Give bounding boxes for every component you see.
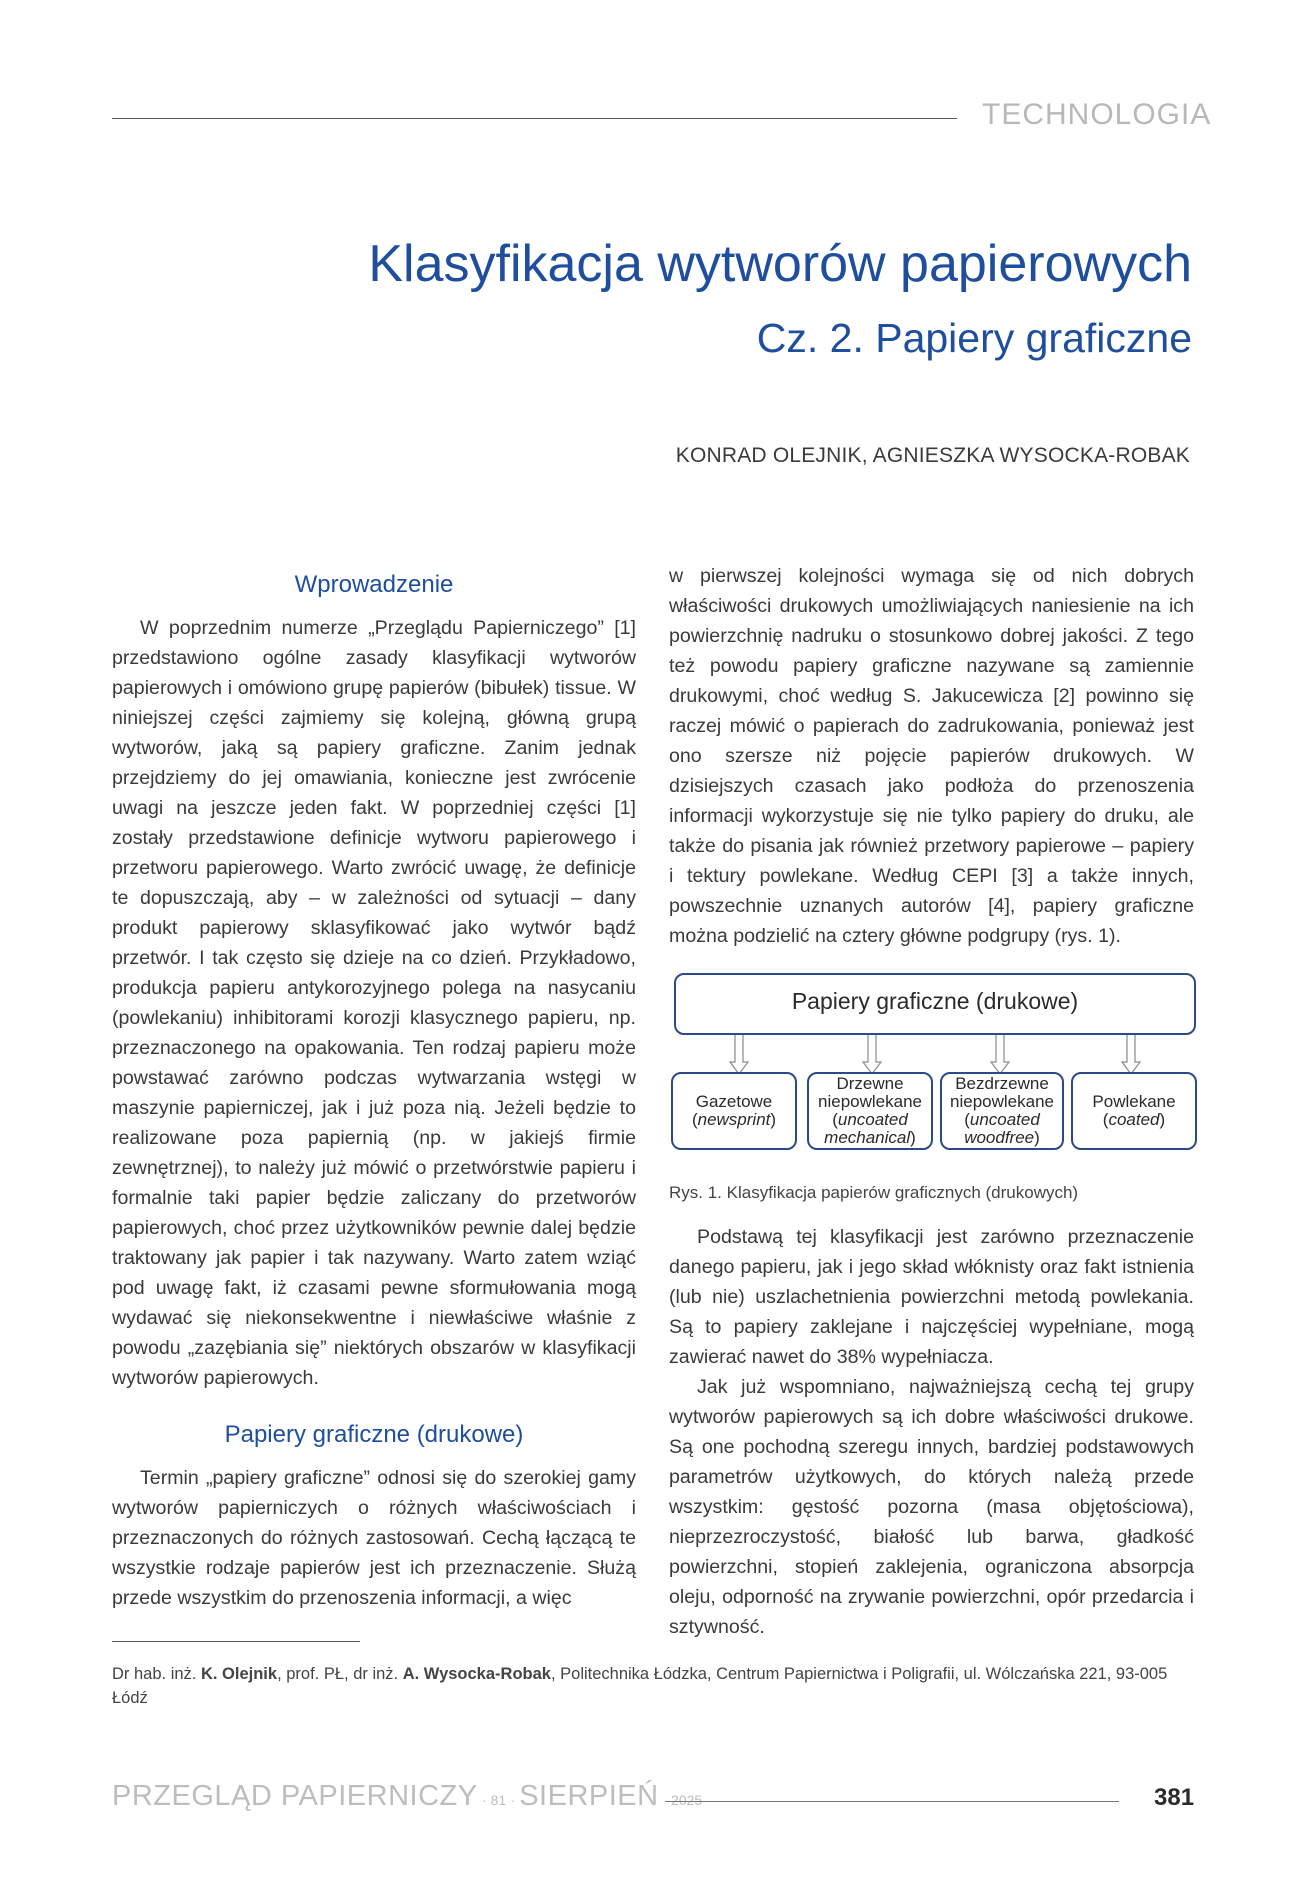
diagram-root-label: Papiery graficzne (drukowe) [791, 988, 1079, 1014]
journal-volume: 81 [490, 1792, 507, 1808]
article-title: Klasyfikacja wytworów papierowych [368, 235, 1192, 293]
section-label: TECHNOLOGIA [982, 98, 1212, 131]
arrow-down-icon [991, 1033, 1009, 1074]
diagram-box-newsprint [671, 1072, 797, 1150]
box-label-en: (uncoated mechanical) [824, 1110, 916, 1147]
footnote-rule [112, 1641, 360, 1642]
separator-dot: · [510, 1792, 520, 1808]
right-paragraph-1: w pierwszej kolejności wymaga się od nich dobrych właściwości drukowych umożliwiających naniesienie na ich powierzchnię nadruku o stosunkowo dobrej jakości. Z tego też powodu papiery graficzne nazywane są zamiennie drukowymi, choć według S. Jakucewicza [2] powinno się raczej mówić o papierach do zadrukowania, ponieważ jest ono szersze niż pojęcie papierów drukowych. W dzisiejszych czasach jako podłoża do przenoszenia informacji wykorzystuje się nie tylko papiery do druku, ale także do pisania jak również przetwory papierowe – papiery i tektury powlekane. Według CEPI [3] a także innych, powszechnie uznanych autorów [4], papiery graficzne można podzielić na cztery główne podgrupy (rys. 1). [669, 565, 1194, 947]
header-rule [112, 118, 957, 119]
box-label-pl: Powlekane [1092, 1092, 1176, 1111]
diagram-box-uncoated-mechanical [807, 1072, 933, 1150]
diagram-box-uncoated-woodfree [940, 1072, 1064, 1150]
right-column-top [669, 561, 1194, 951]
separator-dot: · [482, 1792, 491, 1808]
left-column [112, 570, 636, 1613]
box-label-en: (uncoated woodfree) [964, 1110, 1040, 1147]
author-name-1: K. Olejnik [200, 1665, 278, 1683]
classification-diagram [669, 970, 1199, 1170]
page-number: 381 [1154, 1784, 1195, 1811]
arrow-down-icon [1122, 1033, 1140, 1074]
graphic-paragraph: Termin „papiery graficzne” odnosi się do szerokiej gamy wytworów papierniczych o różnych właściwościach i przeznaczonych do różnych zastosowań. Cechą łączącą te wszystkie rodzaje papierów jest ich przeznaczenie. Służą przede wszystkim do przenoszenia informacji, a więc [112, 1467, 636, 1609]
box-label-en: (coated) [1102, 1110, 1166, 1129]
section-heading-graphic: Papiery graficzne (drukowe) [224, 1421, 524, 1448]
box-label-en: (newsprint) [691, 1110, 777, 1129]
article-authors: KONRAD OLEJNIK, AGNIESZKA WYSOCKA-ROBAK [675, 444, 1190, 467]
article-subtitle: Cz. 2. Papiery graficzne [756, 315, 1192, 361]
box-label-pl: Drzewne niepowlekane [818, 1074, 922, 1111]
right-paragraph-3: Jak już wspomniano, najważniejszą cechą tej grupy wytworów papierowych są ich dobre właściwości drukowe. Są one pochodną szeregu innych, bardziej podstawowych parametrów użytkowych, do których należą przede wszystkim: gęstość pozorna (masa objętościowa), nieprzezroczystość, białość lub barwa, gładkość powierzchni, stopień zaklejenia, ograniczona absorpcja oleju, odporność na zrywanie powierzchni, opór przedarcia i sztywność. [669, 1376, 1194, 1638]
intro-paragraph: W poprzednim numerze „Przeglądu Papierniczego” [1] przedstawiono ogólne zasady klasyfikacji wytworów papierowych i omówiono grupę papierów (bibułek) tissue. W niniejszej części zajmiemy się kolejną, główną grupą wytworów, jaką są papiery graficzne. Zanim jednak przejdziemy do jej omawiania, konieczne jest zwrócenie uwagi na jeszcze jeden fakt. W poprzedniej części [1] zostały przedstawione definicje wytworu papierowego i przetworu papierowego. Warto zwrócić uwagę, że definicje te dopuszczają, aby – w zależności od sytuacji – dany produkt papierowy sklasyfikować jako wytwór bądź przetwór. I tak często się dzieje na co dzień. Przykładowo, produkcja papieru antykorozyjnego polega na nasycaniu (powlekaniu) inhibitorami korozji klasycznego papieru, np. przeznaczonego na opakowania. Ten rodzaj papieru może powstawać zarówno podczas wytwarzania wstęgi w maszynie papierniczej, jak i już poza nią. Jeżeli będzie to realizowane poza papiernią (np. w jakiejś firmie zewnętrznej), to należy już mówić o przetwórstwie papieru i formalnie taki papier będzie zaliczany do przetworów papierowych, choć przez użytkowników pewnie dalej będzie traktowany jak papier i tak nazywany. Warto zatem wziąć pod uwagę fakt, iż czasami pewne sformułowania mogą wydawać się niekonsekwentne i niewłaściwe właśnie z powodu „zazębiania się” niektórych obszarów w klasyfikacji wytworów papierowych. [112, 617, 636, 1389]
box-label-pl: Gazetowe [695, 1092, 773, 1111]
author-footnote: Dr hab. inż. K. Olejnik, prof. PŁ, dr inż. A. Wysocka-Robak, Politechnika Łódzka, Centrum Papiernictwa i Poligrafii, ul. Wólczańska 221, 93-005 Łódź [112, 1665, 1168, 1707]
arrow-down-icon [863, 1033, 881, 1074]
section-heading-intro: Wprowadzenie [294, 571, 454, 598]
right-column-bottom [669, 1222, 1194, 1642]
issue-year: 2025 [671, 1792, 703, 1808]
journal-name: PRZEGLĄD PAPIERNICZY [112, 1780, 478, 1812]
diagram-box-coated [1071, 1072, 1197, 1150]
arrow-down-icon [730, 1033, 748, 1074]
footer-rule [665, 1801, 1119, 1802]
diagram-root-box [674, 973, 1196, 1035]
journal-footer [112, 1782, 702, 1811]
figure-caption: Rys. 1. Klasyfikacja papierów graficznych (drukowych) [669, 1183, 1079, 1202]
box-label-pl: Bezdrzewne niepowlekane [950, 1074, 1054, 1111]
issue-month: SIERPIEŃ [519, 1780, 659, 1812]
author-name-2: A. Wysocka-Robak [402, 1665, 551, 1683]
right-paragraph-2: Podstawą tej klasyfikacji jest zarówno przeznaczenie danego papieru, jak i jego skład włóknisty oraz fakt istnienia (lub nie) uszlachetnienia powierzchni metodą powlekania. Są to papiery zaklejane i najczęściej wypełniane, mogą zawierać nawet do 38% wypełniacza. [669, 1226, 1194, 1368]
